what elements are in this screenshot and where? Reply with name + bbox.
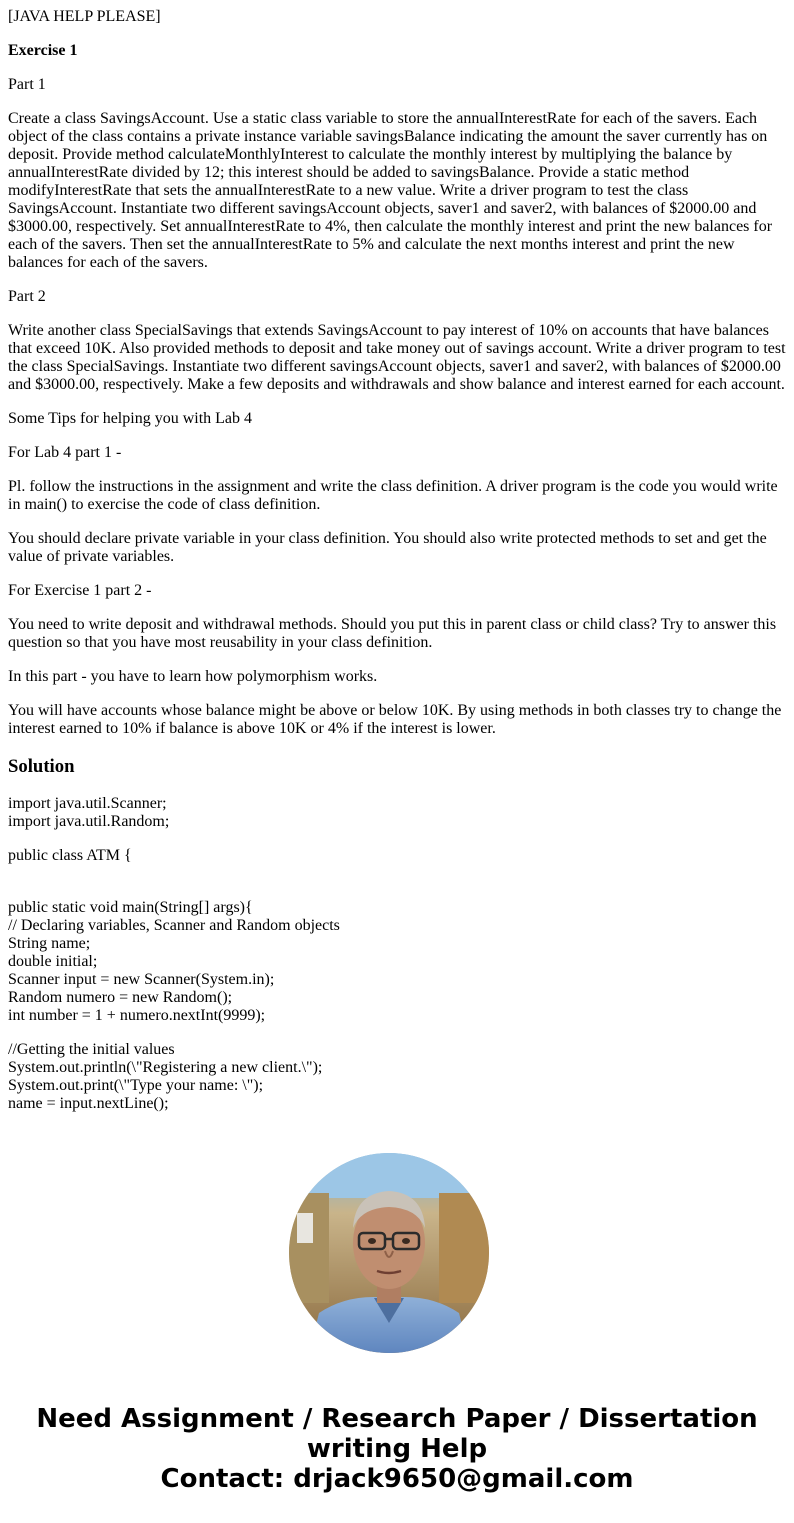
tip-2: You should declare private variable in your class definition. You should also write protected methods to set and get the value of private variables.: [8, 530, 767, 565]
code-line: import java.util.Random;: [8, 813, 170, 830]
code-line: Random numero = new Random();: [8, 989, 233, 1006]
code-line: // Declaring variables, Scanner and Random objects: [8, 917, 340, 934]
code-line: name = input.nextLine();: [8, 1095, 169, 1112]
ex1-part2-heading: For Exercise 1 part 2 -: [8, 582, 152, 599]
part1-heading: Part 1: [8, 76, 46, 93]
author-portrait-icon: [289, 1153, 489, 1353]
author-photo-area: [0, 1153, 794, 1353]
code-block-class: [8, 847, 786, 865]
code-block-imports: [8, 795, 786, 831]
code-line: public static void main(String[] args){: [8, 899, 253, 916]
code-line: String name;: [8, 935, 91, 952]
tip-4: In this part - you have to learn how polymorphism works.: [8, 668, 378, 685]
part2-heading: Part 2: [8, 288, 46, 305]
promo-contact: Contact: drjack9650@gmail.com: [160, 1464, 634, 1494]
code-line: System.out.print(\"Type your name: \");: [8, 1077, 264, 1094]
tip-1: Pl. follow the instructions in the assignment and write the class definition. A driver program is the code you would write in main() to exercise the code of class definition.: [8, 478, 778, 513]
lab4-part1-heading: For Lab 4 part 1 -: [8, 444, 122, 461]
code-line: Scanner input = new Scanner(System.in);: [8, 971, 275, 988]
part2-text: Write another class SpecialSavings that extends SavingsAccount to pay interest of 10% on accounts that have balances that exceed 10K. Also provided methods to deposit and take money out of savings account. Write a driver program to test the class SpecialSavings. Instantiate two different savingsAccount objects, saver1 and saver2, with balances of $2000.00 and $3000.00, respectively. Make a few deposits and withdrawals and show balance and interest earned for each account.: [8, 322, 786, 393]
tip-3: You need to write deposit and withdrawal methods. Should you put this in parent class or child class? Try to answer this question so that you have most reusability in your class definition.: [8, 616, 777, 651]
author-photo: [289, 1153, 489, 1353]
code-line: System.out.println(\"Registering a new client.\");: [8, 1059, 323, 1076]
code-line: public class ATM {: [8, 847, 132, 864]
promo-line-2: writing Help: [306, 1434, 488, 1464]
solution-code: [8, 795, 786, 1113]
code-block-main: [8, 881, 786, 1025]
code-line: double initial;: [8, 953, 98, 970]
part1-text: Create a class SavingsAccount. Use a static class variable to store the annualInterestRate for each of the savers. Each object of the class contains a private instance variable savingsBalance indicating the amount the saver currently has on deposit. Provide method calculateMonthlyInterest to calculate the monthly interest by multiplying the balance by annualInterestRate divided by 12; this interest should be added to savingsBalance. Provide a static method modifyInterestRate that sets the annualInterestRate to a new value. Write a driver program to test the class SavingsAccount. Instantiate two different savingsAccount objects, saver1 and saver2, with balances of $2000.00 and $3000.00, respectively. Set annualInterestRate to 4%, then calculate the monthly interest and print the new balances for each of the savers. Then set the annualInterestRate to 5% and calculate the next months interest and print the new balances for each of the savers.: [8, 110, 773, 271]
exercise-heading: Exercise 1: [8, 42, 78, 59]
tip-5: You will have accounts whose balance might be above or below 10K. By using methods in both classes try to change the interest earned to 10% if balance is above 10K or 4% if the interest is lower.: [8, 702, 782, 737]
promo-line-1: Need Assignment / Research Paper / Dissertation: [36, 1404, 758, 1434]
code-line: [8, 881, 786, 899]
code-line: //Getting the initial values: [8, 1041, 175, 1058]
question-title: [JAVA HELP PLEASE]: [8, 8, 161, 25]
promo-footer: [0, 1404, 794, 1494]
code-line: import java.util.Scanner;: [8, 795, 167, 812]
code-block-input: [8, 1041, 786, 1113]
code-line: int number = 1 + numero.nextInt(9999);: [8, 1007, 266, 1024]
solution-heading: Solution: [8, 756, 75, 777]
tips-heading: Some Tips for helping you with Lab 4: [8, 410, 253, 427]
